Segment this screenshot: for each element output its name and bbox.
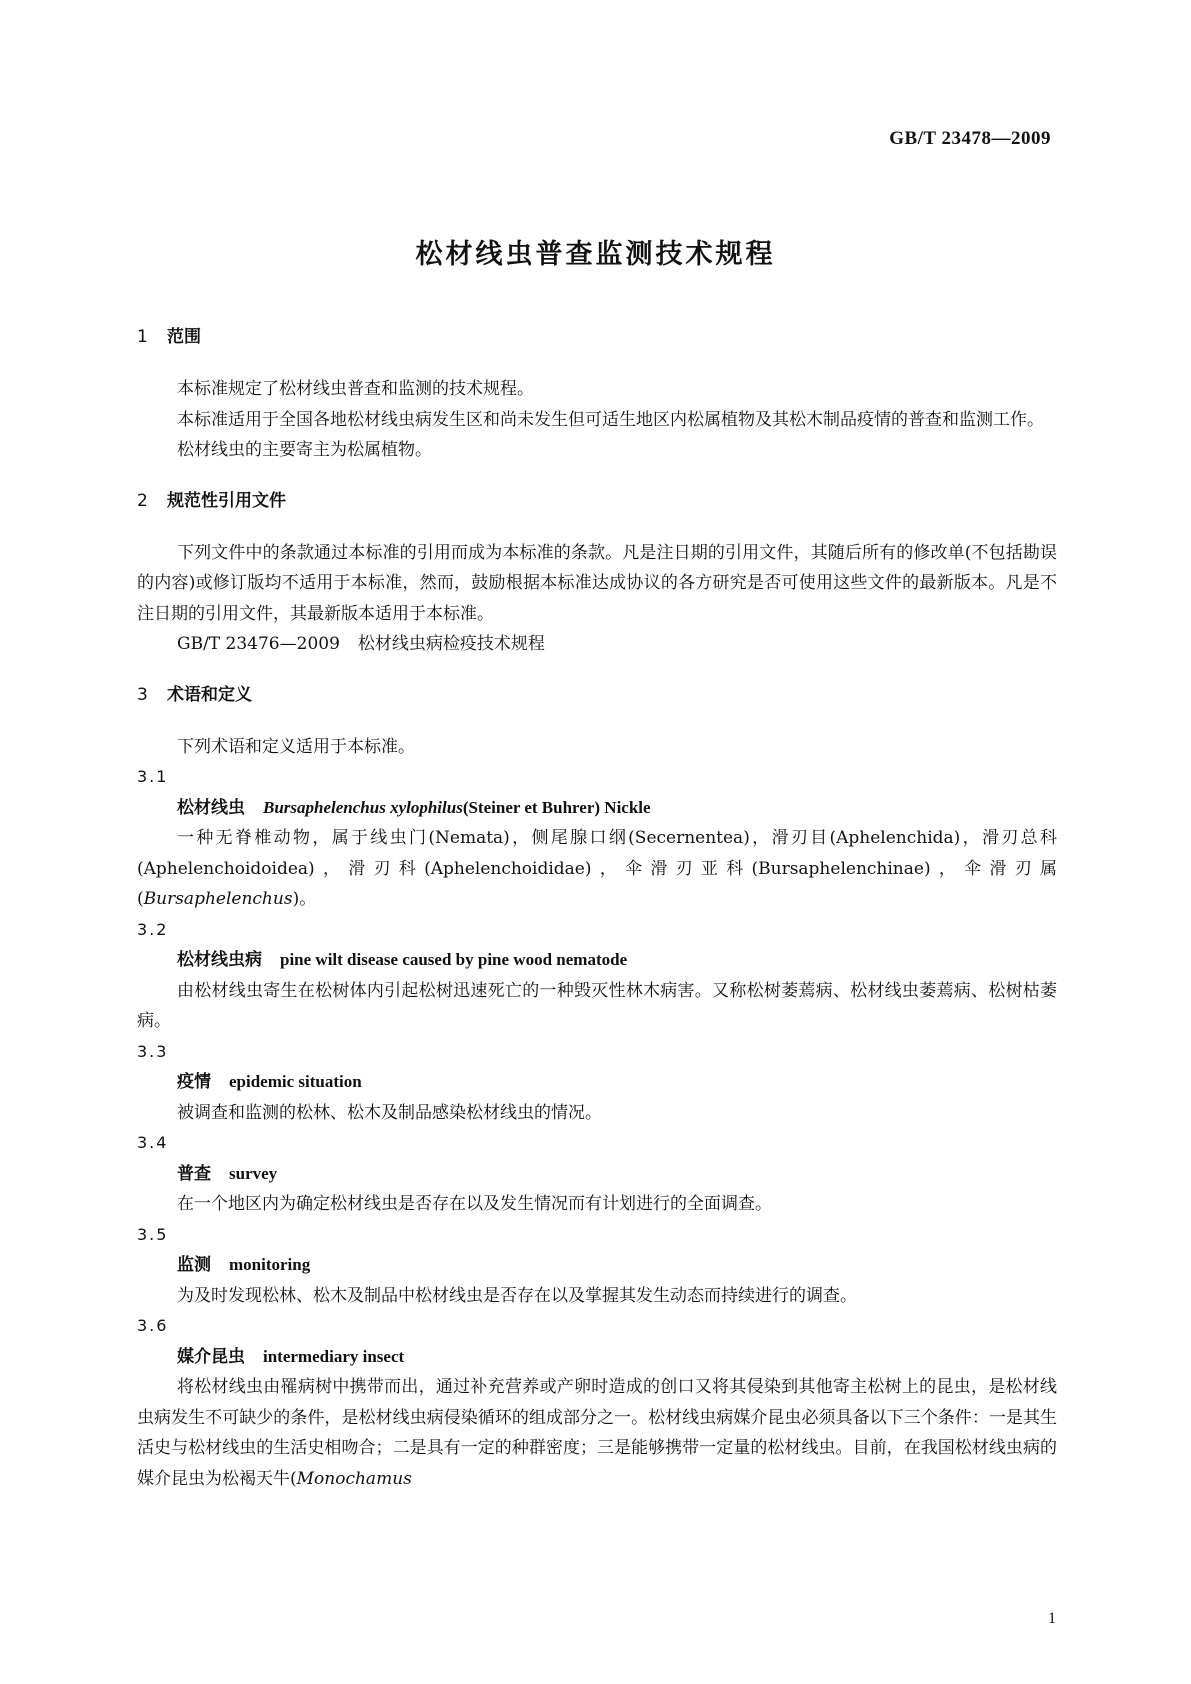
section-title: 范围 <box>167 327 201 347</box>
term-number: 3.1 <box>137 767 169 786</box>
term-chinese: 媒介昆虫 <box>177 1346 245 1367</box>
paragraph: 本标准规定了松材线虫普查和监测的技术规程。 <box>177 379 534 399</box>
term-english: survey <box>229 1163 278 1183</box>
definition-text: )。 <box>292 889 317 909</box>
term-chinese: 监测 <box>177 1255 211 1275</box>
term-english: epidemic situation <box>229 1072 362 1091</box>
section-number: 2 <box>137 490 148 511</box>
page-number: 1 <box>1048 1610 1056 1627</box>
reference-entry <box>137 629 1057 660</box>
definition-genus: Monochamus <box>296 1468 412 1489</box>
section-heading-terms <box>137 680 1057 710</box>
definition-text: 一种无脊椎动物，属于线虫门(Nemata)，侧尾腺口纲(Secernentea)，滑刃目(Aphelenchida)，滑刃总科(Aphelenchoidoidea)，滑刃科(Aphelenchoididae)，伞滑刃亚科(Bursaphelenchinae)，伞滑刃属( <box>137 828 1057 909</box>
term-number: 3.3 <box>137 1041 169 1061</box>
paragraph: 下列文件中的条款通过本标准的引用而成为本标准的条款。凡是注日期的引用文件，其随后所有的修改单(不包括勘误的内容)或修订版均不适用于本标准，然而，鼓励根据本标准达成协议的各方研究是否可使用这些文件的最新版本。凡是不注日期的引用文件，其最新版本适用于本标准。 <box>137 542 1057 624</box>
reference-title: 松材线虫病检疫技术规程 <box>357 634 545 654</box>
term-number: 3.2 <box>137 919 169 939</box>
term-definition: 为及时发现松林、松木及制品中松材线虫是否存在以及掌握其发生动态而持续进行的调查。 <box>177 1285 857 1306</box>
term-heading <box>137 1250 1057 1281</box>
term-chinese: 普查 <box>177 1163 211 1184</box>
section-heading-normative-references <box>137 486 1057 516</box>
section-heading-scope <box>137 322 1057 352</box>
paragraph: 松材线虫的主要寄主为松属植物。 <box>177 440 432 460</box>
term-heading <box>137 1159 1057 1190</box>
term-chinese: 松材线虫 <box>177 797 245 818</box>
term-definition <box>137 1372 1057 1494</box>
term-english: pine wilt disease caused by pine wood nematode <box>280 950 628 969</box>
term-chinese: 松材线虫病 <box>177 950 262 970</box>
section-number: 1 <box>137 327 148 347</box>
term-chinese: 疫情 <box>177 1072 211 1092</box>
term-english: monitoring <box>229 1255 311 1274</box>
section-number: 3 <box>137 684 148 705</box>
term-number: 3.6 <box>137 1316 169 1335</box>
term-number: 3.5 <box>137 1224 169 1244</box>
standard-code: GB/T 23478—2009 <box>889 128 1051 149</box>
paragraph: 本标准适用于全国各地松材线虫病发生区和尚未发生但可适生地区内松属植物及其松木制品疫情的普查和监测工作。 <box>177 409 1044 430</box>
term-heading <box>137 945 1057 976</box>
document-title: 松材线虫普查监测技术规程 <box>415 239 776 270</box>
term-heading <box>137 1342 1057 1373</box>
term-definition <box>137 823 1057 915</box>
term-definition: 在一个地区内为确定松材线虫是否存在以及发生情况而有计划进行的全面调查。 <box>177 1194 772 1214</box>
definition-genus: Bursaphelenchus <box>143 889 293 909</box>
term-english: intermediary insect <box>263 1346 405 1366</box>
document-body <box>137 322 1057 1494</box>
paragraph: 下列术语和定义适用于本标准。 <box>177 736 415 757</box>
section-title: 规范性引用文件 <box>167 490 286 511</box>
reference-code: GB/T 23476—2009 <box>177 634 340 654</box>
term-number: 3.4 <box>137 1133 169 1152</box>
term-definition: 被调查和监测的松林、松木及制品感染松材线虫的情况。 <box>177 1102 602 1123</box>
section-title: 术语和定义 <box>167 684 252 705</box>
term-latin-name: Bursaphelenchus xylophilus <box>263 797 463 817</box>
definition-text: 将松材线虫由罹病树中携带而出，通过补充营养或产卵时造成的创口又将其侵染到其他寄主松树上的昆虫，是松材线虫病发生不可缺少的条件，是松材线虫病侵染循环的组成部分之一。松材线虫病媒介昆虫必须具备以下三个条件：一是其生活史与松材线虫的生活史相吻合；二是具有一定的种群密度；三是能够携带一定量的松材线虫。目前，在我国松材线虫病的媒介昆虫为松褐天牛( <box>137 1377 1057 1489</box>
term-heading <box>137 793 1057 824</box>
term-definition: 由松材线虫寄生在松树体内引起松树迅速死亡的一种毁灭性林木病害。又称松树萎蔫病、松材线虫萎蔫病、松树枯萎病。 <box>137 980 1057 1031</box>
term-heading <box>137 1067 1057 1098</box>
term-authority: (Steiner et Buhrer) Nickle <box>462 797 651 817</box>
